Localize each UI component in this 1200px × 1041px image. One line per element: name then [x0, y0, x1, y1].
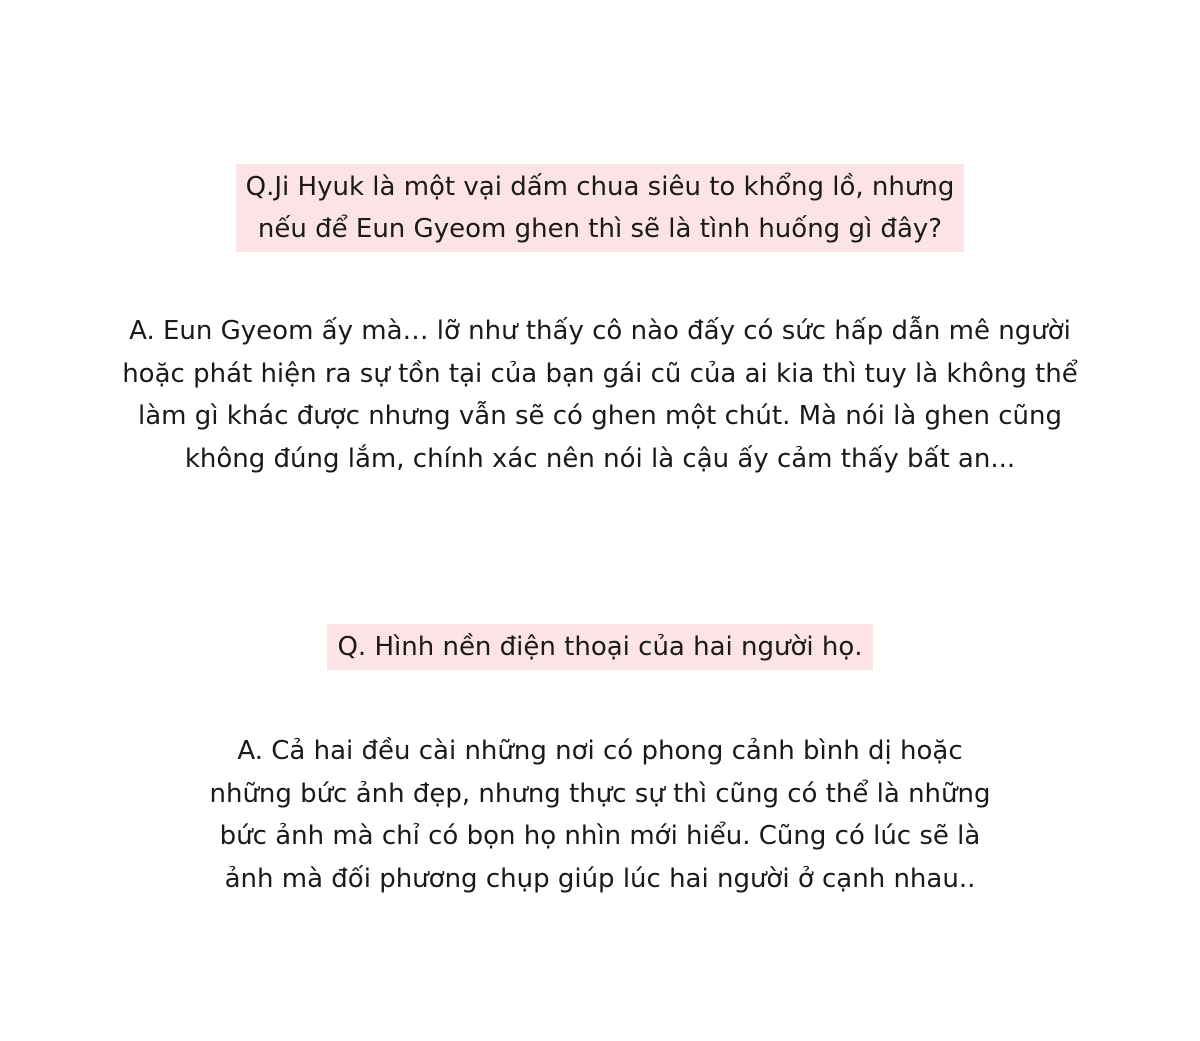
answer-2: [0, 730, 1200, 900]
answer-1-line-4: không đúng lắm, chính xác nên nói là cậu ấy cảm thấy bất an...: [184, 443, 1016, 474]
answer-2-line-4: ảnh mà đối phương chụp giúp lúc hai người ở cạnh nhau..: [224, 863, 976, 894]
question-2: [0, 624, 1200, 670]
question-1-line-1: Q.Ji Hyuk là một vại dấm chua siêu to khổng lồ, nhưng: [245, 172, 955, 202]
answer-1-line-2: hoặc phát hiện ra sự tồn tại của bạn gái cũ của ai kia thì tuy là không thể: [122, 358, 1078, 389]
answer-2-line-1: A. Cả hai đều cài những nơi có phong cảnh bình dị hoặc: [237, 736, 963, 766]
question-1: [0, 164, 1200, 252]
answer-1-line-1: A. Eun Gyeom ấy mà… lỡ như thấy cô nào đấy có sức hấp dẫn mê người: [129, 316, 1071, 346]
question-1-line-2: nếu để Eun Gyeom ghen thì sẽ là tình huống gì đây?: [257, 214, 943, 244]
answer-2-line-3: bức ảnh mà chỉ có bọn họ nhìn mới hiểu. Cũng có lúc sẽ là: [219, 821, 981, 851]
question-2-highlight: [327, 624, 872, 670]
answer-1: [0, 310, 1200, 480]
answer-1-line-3: làm gì khác được nhưng vẫn sẽ có ghen một chút. Mà nói là ghen cũng: [137, 401, 1063, 431]
question-2-line-1: Q. Hình nền điện thoại của hai người họ.: [337, 632, 863, 662]
answer-2-line-2: những bức ảnh đẹp, nhưng thực sự thì cũng có thể là những: [209, 778, 991, 809]
question-1-highlight: [236, 164, 965, 252]
